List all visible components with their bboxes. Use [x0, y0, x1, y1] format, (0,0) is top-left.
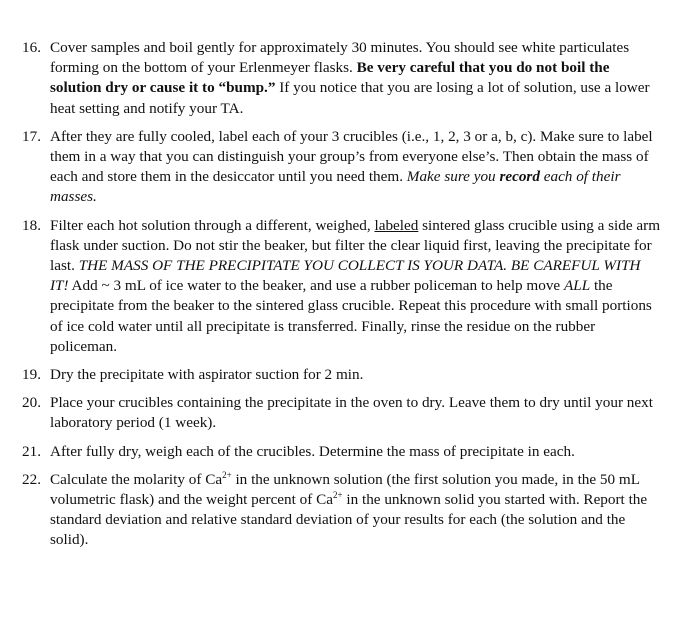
step-text: Add ~ 3 mL of ice water to the beaker, and use a rubber policeman to help move: [68, 277, 564, 295]
step-text: in the unknown solid you started with. Report the standard deviation and relative standard deviation of your results for each (the solution and the solid).: [50, 491, 648, 549]
step-text: After fully dry, weigh each of the crucibles. Determine the mass of precipitate in each.: [50, 442, 575, 460]
superscript-charge: 2+: [222, 469, 232, 480]
step-text: Cover samples and boil gently for approximately 30 minutes. You should see white particulates forming on the bottom of your Erlenmeyer flasks.: [50, 39, 630, 77]
step-text: If you notice that you are losing a lot of solution, use a lower heat setting and notify your TA.: [50, 79, 650, 117]
italic-word: ALL: [563, 277, 591, 295]
step-number: 20.: [22, 394, 41, 412]
step-text: Place your crucibles containing the precipitate in the oven to dry. Leave them to dry until your next laboratory period (1 week).: [50, 394, 653, 432]
step-number: 19.: [22, 366, 41, 384]
step-text: the precipitate from the beaker to the sintered glass crucible. Repeat this procedure with small portions of ice cold water until all precipitate is transferred. Finally, rinse the residue on the rubber policeman.: [50, 277, 652, 355]
step-text: After they are fully cooled, label each of your 3 crucibles (i.e., 1, 2, 3 or a, b, c). Make sure to label them in a way that you can distinguish your group’s from everyone else’s. Then obtain the mass of each and store them in the desiccator until you need them.: [50, 127, 653, 186]
step-number: 22.: [22, 470, 41, 488]
step-22: [22, 470, 660, 551]
step-number: 17.: [22, 127, 41, 145]
step-18: [22, 216, 660, 357]
superscript-charge: 2+: [332, 490, 343, 501]
step-number: 21.: [22, 442, 41, 460]
step-text: sintered glass crucible using a side arm flask under suction. Do not stir the beaker, but filter the clear liquid first, leaving the precipitate for last.: [50, 216, 661, 275]
step-21: [22, 442, 660, 462]
step-19: [22, 365, 660, 385]
step-number: 18.: [22, 216, 41, 234]
step-number: 16.: [22, 39, 41, 56]
step-17: [22, 127, 660, 208]
bold-italic-word: record: [499, 168, 540, 186]
italic-note: each of their masses.: [50, 168, 621, 206]
step-text: in the unknown solution (the first solution you made, in the 50 mL volumetric flask) and the weight percent of Ca: [50, 470, 640, 509]
step-text: Calculate the molarity of Ca: [50, 470, 223, 488]
step-16: [22, 38, 660, 119]
underlined-word: labeled: [374, 216, 419, 234]
italic-note: Make sure you: [406, 168, 500, 186]
italic-caps-note: THE MASS OF THE PRECIPITATE YOU COLLECT IS YOUR DATA. BE CAREFUL WITH IT!: [50, 257, 641, 295]
step-20: [22, 393, 660, 433]
procedure-steps-list: [22, 38, 660, 551]
step-text: Filter each hot solution through a different, weighed,: [50, 216, 375, 234]
step-text: Dry the precipitate with aspirator suction for 2 min.: [50, 366, 364, 384]
warning-text: Be very careful that you do not boil the solution dry or cause it to “bump.”: [50, 59, 610, 97]
